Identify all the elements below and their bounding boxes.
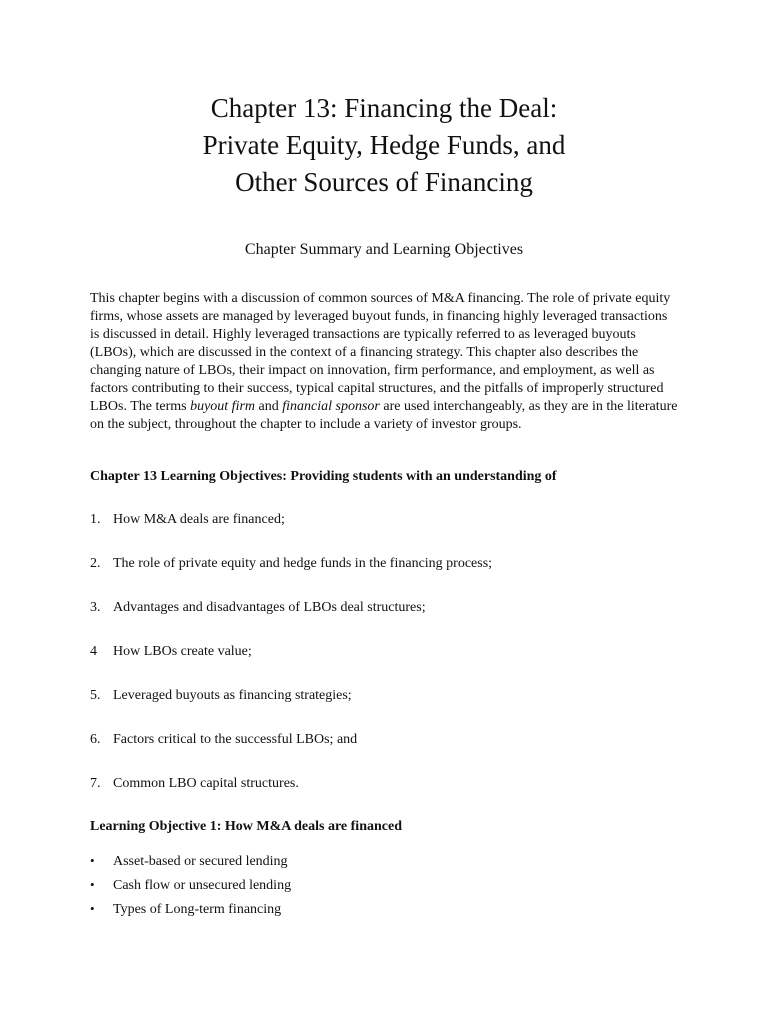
list-item-text: The role of private equity and hedge funds in the financing process;: [113, 556, 493, 571]
learning-objective-1-bullets: [90, 849, 291, 921]
list-item: [90, 775, 492, 819]
list-item-text: Cash flow or unsecured lending: [113, 878, 292, 893]
list-item-text: How M&A deals are financed;: [113, 512, 285, 527]
list-item: [90, 897, 291, 921]
chapter-title-line-2: Private Equity, Hedge Funds, and: [202, 130, 566, 160]
learning-objective-1-heading: Learning Objective 1: How M&A deals are financed: [90, 819, 402, 834]
list-item: [90, 873, 291, 897]
list-item-number: 7.: [90, 776, 101, 791]
chapter-subtitle: Chapter Summary and Learning Objectives: [244, 241, 524, 258]
list-item-number: 4: [90, 644, 97, 659]
list-item-number: 3.: [90, 600, 101, 615]
summary-italic-term-2: financial sponsor: [282, 399, 380, 414]
list-item-text: Advantages and disadvantages of LBOs deal structures;: [113, 600, 426, 615]
learning-objectives-list: [90, 511, 492, 819]
list-item-text: Common LBO capital structures.: [113, 776, 299, 791]
list-item-text: Asset-based or secured lending: [113, 854, 288, 869]
list-item: [90, 599, 492, 643]
chapter-title-line-1: Chapter 13: Financing the Deal:: [210, 93, 558, 123]
summary-text-part-3: are used interchangeably, as they are in the literature on the subject, throughout the chapter to include a variety of investor groups.: [90, 399, 678, 432]
learning-objectives-heading: Chapter 13 Learning Objectives: Providing students with an understanding of: [90, 469, 557, 484]
summary-italic-term-1: buyout firm: [190, 399, 256, 414]
bullet-icon: •: [90, 853, 95, 868]
list-item: [90, 511, 492, 555]
list-item: [90, 731, 492, 775]
list-item: [90, 849, 291, 873]
summary-text-part-1: This chapter begins with a discussion of common sources of M&A financing. The role of private equity firms, whose assets are managed by leveraged buyout funds, in financing highly leveraged transactions is discussed in detail. Highly leveraged transactions are typically referred to as leveraged buyouts (LBOs), which are discussed in the context of a financing strategy. This chapter also describes the changing nature of LBOs, their impact on innovation, firm performance, and employment, as well as factors contributing to their success, typical capital structures, and the pitfalls of improperly structured LBOs. The terms: [90, 291, 671, 414]
list-item: [90, 555, 492, 599]
chapter-title-line-3: Other Sources of Financing: [235, 167, 533, 197]
chapter-title: [0, 90, 768, 201]
list-item-text: Leveraged buyouts as financing strategies;: [113, 688, 352, 703]
list-item: [90, 643, 492, 687]
chapter-summary-paragraph: [90, 290, 680, 434]
list-item-number: 1.: [90, 512, 101, 527]
list-item-text: How LBOs create value;: [113, 644, 252, 659]
list-item-text: Types of Long-term financing: [113, 902, 282, 917]
list-item: [90, 687, 492, 731]
bullet-icon: •: [90, 901, 95, 916]
list-item-number: 2.: [90, 556, 101, 571]
list-item-number: 6.: [90, 732, 101, 747]
list-item-text: Factors critical to the successful LBOs; and: [113, 732, 358, 747]
bullet-icon: •: [90, 877, 95, 892]
summary-text-part-2: and: [255, 399, 283, 414]
list-item-number: 5.: [90, 688, 101, 703]
